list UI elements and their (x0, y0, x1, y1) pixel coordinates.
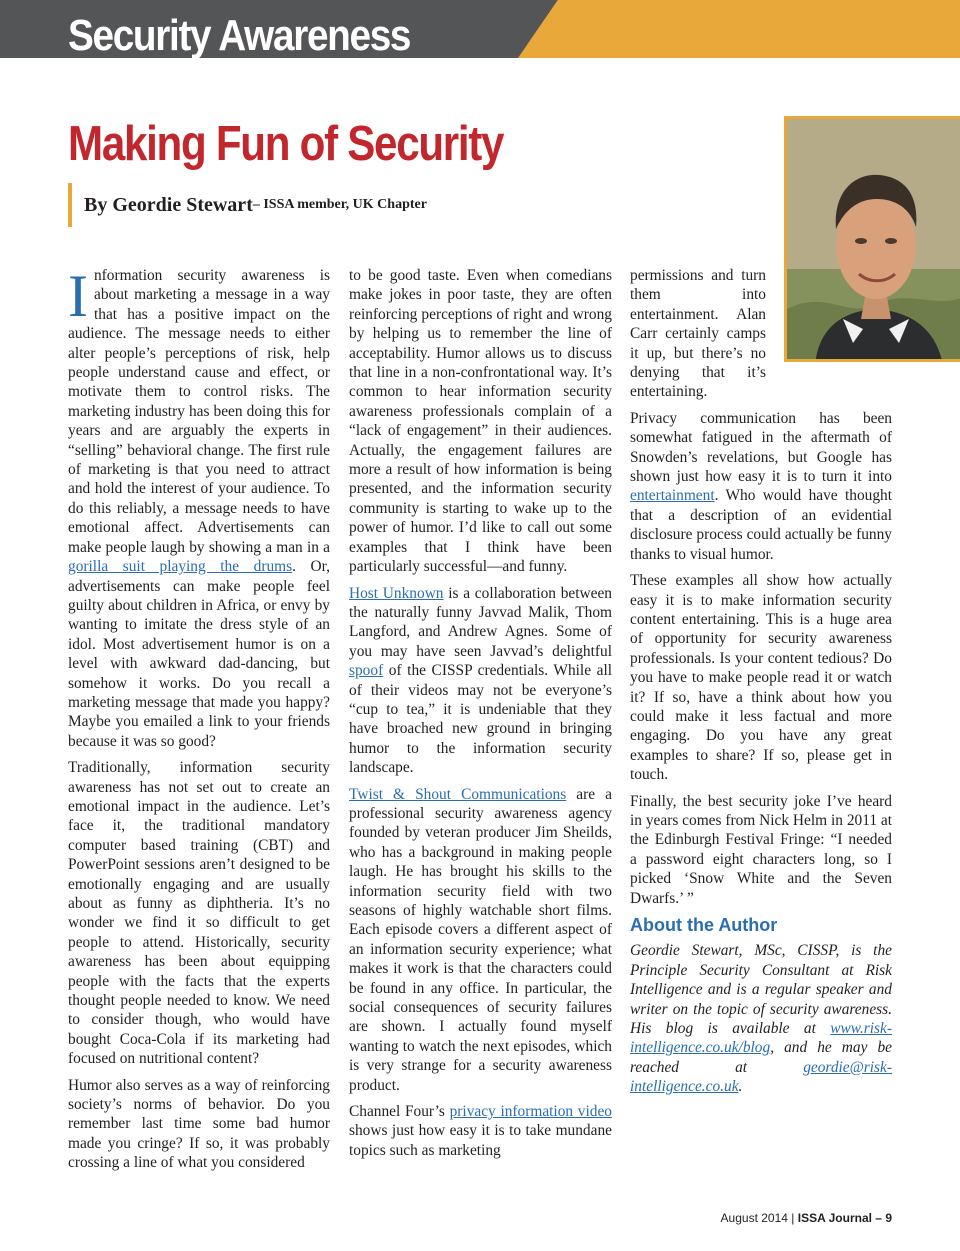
about-author-text (630, 941, 892, 1096)
link-privacy-video[interactable]: privacy information video (449, 1103, 612, 1121)
about-text-a: Geordie Stewart, MSc, CISSP, is the Principle Security Consultant at Risk Intelligence and is a regular speaker and writer on the topic of security awareness. His blog is available at (630, 942, 892, 1038)
banner-gold-band (518, 0, 960, 58)
page-footer (721, 1211, 892, 1225)
section-banner (0, 0, 960, 58)
channel-four-text-b: shows just how easy it is to take mundane topics such as marketing (349, 1122, 612, 1159)
drop-cap: I (68, 263, 88, 329)
intro-text-a: nformation security awareness is about marketing a message in a way that has a positive impact on the audience. The message needs to either alter people’s perceptions of risk, help people understand cause and effect, or motivate them to control risks. The marketing industry has been doing this for years and are arguably the experts in “selling” behavioral change. The first rule of marketing is that you need to attract and hold the interest of your audience. To do this reliably, a message needs to have emotional affect. Advertisements can make people laugh by showing a man in a (68, 267, 330, 556)
paragraph-examples: These examples all show how actually easy it is to make information security content entertaining. This is a huge area of opportunity for security awareness professionals. Is your content tedious? Do you have to make people read it or watch it? If so, have a think about how you could make it less factual and more engaging. Do you have any great examples to share? If so, please get in touch. (630, 572, 892, 784)
byline-affiliation: – ISSA member, UK Chapter (252, 197, 427, 212)
host-unknown-text-b: of the CISSP credentials. While all of their videos may not be everyone’s “cup to tea,” it is undeniable that they have broached new ground in bringing humor to the information security landscape. (349, 662, 612, 777)
section-title: Security Awareness (68, 11, 411, 60)
column-3 (630, 266, 892, 1104)
footer-date: August 2014 | (720, 1211, 798, 1225)
paragraph-permissions: permissions and turn them into entertainment. Alan Carr certainly camps it up, but there’s no denying that it’s entertaining. (630, 267, 766, 401)
byline (68, 183, 427, 227)
paragraph-twist-shout (349, 785, 612, 1096)
link-host-unknown[interactable]: Host Unknown (349, 584, 444, 602)
photo-wrap-text (630, 266, 766, 402)
link-blog[interactable]: www.risk-intelligence.co.uk/blog (630, 1020, 892, 1057)
paragraph-intro (68, 263, 330, 751)
paragraph-host-unknown (349, 584, 612, 778)
article-title: Making Fun of Security (68, 117, 504, 171)
paragraph-good-taste: to be good taste. Even when comedians make jokes in poor taste, they are often reinforcing perceptions of right and wrong by helping us to remember the line of acceptability. Humor allows us to discuss that line in a non-confrontational way. It’s common to hear information security awareness professionals complain of a “lack of engagement” in their audiences. Actually, the engagement failures are more a result of how information is being presented, and the information security community is starting to wake up to the power of humor. I’d like to call out some examples that I think have been particularly successful—and funny. (349, 267, 612, 576)
column-2 (349, 266, 612, 1167)
byline-author: By Geordie Stewart (84, 193, 253, 216)
link-entertainment[interactable]: entertainment (630, 487, 715, 505)
privacy-text-b: . Who would have thought that a description of an evidential disclosure process could actually be funny thanks to visual humor. (630, 487, 892, 563)
paragraph-channel-four (349, 1102, 612, 1160)
twist-shout-text: are a professional security awareness agency founded by veteran producer Jim Sheilds, who has a background in making people laugh. He has brought his skills to the information security field with two seasons of highly watchable short films. Each episode covers a different aspect of an information security experience; what makes it work is that the characters could be found in any office. In particular, the social consequences of security failures are shown. I actually found myself wanting to watch the next episodes, which is very strange for a security awareness product. (349, 785, 612, 1094)
about-text-c: . (738, 1078, 743, 1096)
host-unknown-text-a: is a collaboration between the naturally funny Javvad Malik, Thom Langford, and Andrew Agnes. Some of you may have seen Javvad’s delightful (349, 584, 612, 660)
link-twist-shout[interactable]: Twist & Shout Communications (349, 785, 567, 803)
intro-text-b: . Or, advertisements can make people feel guilty about children in Africa, or envy by wanting to imitate the dress style of an idol. Most advertisement humor is on a level with awkward dad-dancing, but somehow it works. Do you recall a marketing message that made you happy? Maybe you emailed a link to your friends because it was so good? (68, 558, 330, 750)
paragraph-humor-norms: Humor also serves as a way of reinforcing society’s norms of behavior. Do you remember last time some bad humor made you cringe? If so, it was probably crossing a line of what you considered (68, 1076, 330, 1172)
channel-four-text-a: Channel Four’s (349, 1103, 450, 1121)
link-email[interactable]: geordie@risk-intelligence.co.uk (630, 1058, 892, 1096)
about-text-b: , and he may be reached at (630, 1039, 892, 1076)
paragraph-joke: Finally, the best security joke I’ve heard in years comes from Nick Helm in 2011 at the Edinburgh Festival Fringe: “I needed a password eight characters long, so I picked ‘Snow White and the Seven Dwarfs.’ ” (630, 792, 892, 907)
paragraph-traditionally: Traditionally, information security awareness has not set out to create an emotional impact in the audience. Let’s face it, the traditional mandatory computer based training (CBT) and PowerPoint sessions aren’t designed to be emotionally engaging and are usually about as funny as diphtheria. It’s no wonder we find it so difficult to get people to attend. Historically, security awareness has been about equipping people with the facts that the experts thought people needed to know. We need to consider though, who would have bought Coca-Cola if its marketing had focused on nutritional content? (68, 759, 330, 1068)
privacy-text-a: Privacy communication has been somewhat fatigued in the aftermath of Snowden’s revelations, but Google has shown just how easy it is to turn it into (630, 409, 892, 486)
column-1 (68, 263, 330, 1180)
link-spoof[interactable]: spoof (349, 662, 384, 680)
about-author-heading: About the Author (630, 915, 778, 935)
link-gorilla-suit[interactable]: gorilla suit playing the drums (68, 558, 293, 576)
footer-journal-page: ISSA Journal – 9 (797, 1211, 892, 1225)
paragraph-privacy-communication (630, 409, 892, 564)
